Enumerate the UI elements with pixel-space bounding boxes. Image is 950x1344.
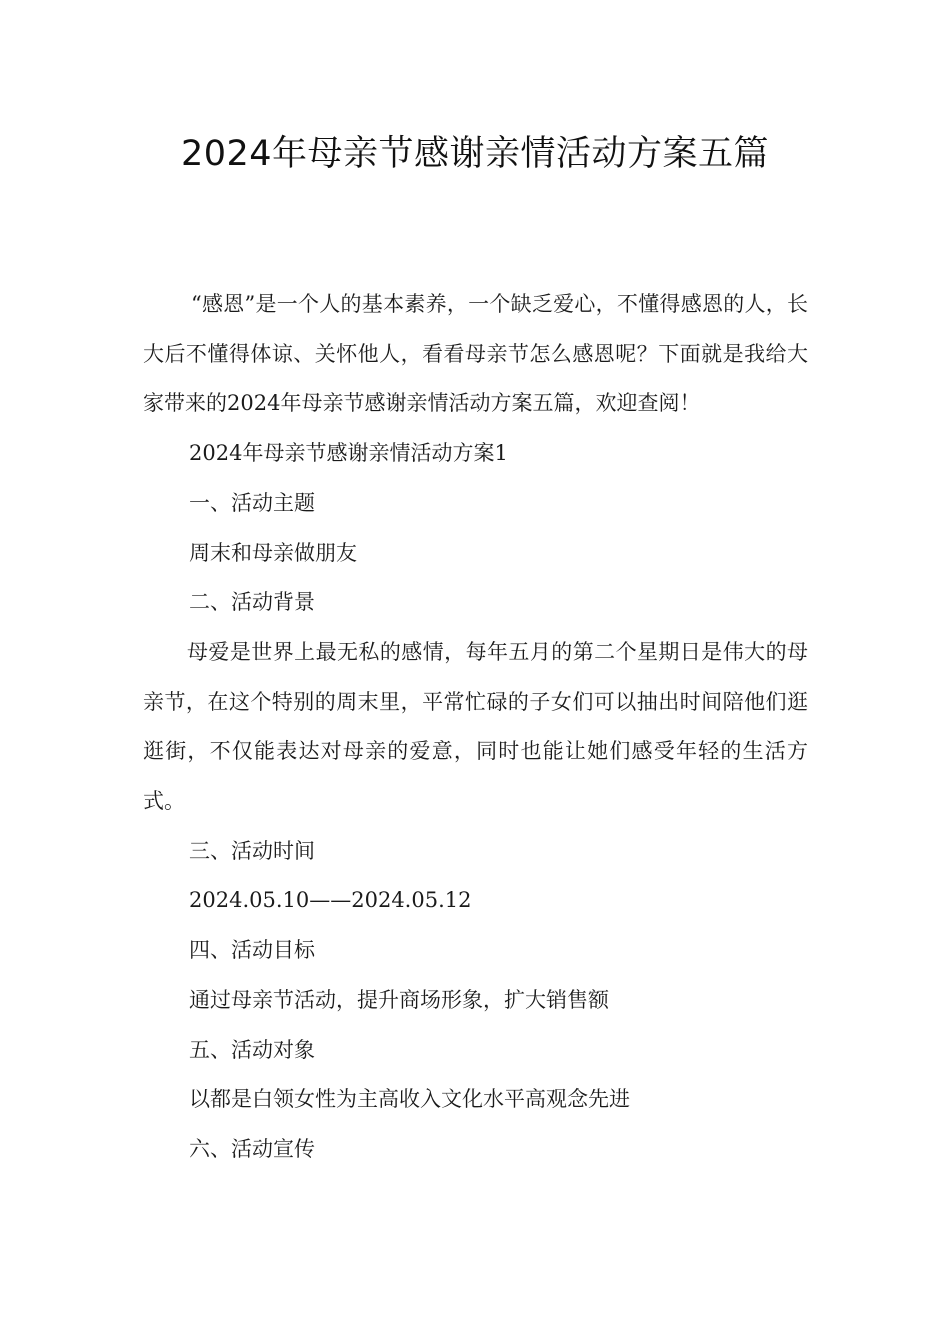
document-body xyxy=(143,280,808,1175)
section-heading-time: 三、活动时间 xyxy=(189,838,315,863)
section-text-goal: 通过母亲节活动，提升商场形象，扩大销售额 xyxy=(189,987,609,1012)
intro-paragraph: “感恩”是一个人的基本素养，一个缺乏爱心，不懂得感恩的人，长大后不懂得体谅、关怀他人，看看母亲节怎么感恩呢？下面就是我给大家带来的2024年母亲节感谢亲情活动方案五篇，欢迎查阅！ xyxy=(143,292,808,416)
section-heading-theme: 一、活动主题 xyxy=(189,490,315,515)
plan-heading: 2024年母亲节感谢亲情活动方案1 xyxy=(189,441,508,466)
section-heading-audience: 五、活动对象 xyxy=(189,1037,315,1062)
section-text-time: 2024.05.10——2024.05.12 xyxy=(189,888,472,913)
section-heading-promotion: 六、活动宣传 xyxy=(189,1136,315,1161)
section-heading-background: 二、活动背景 xyxy=(189,590,315,615)
section-text-background: 母爱是世界上最无私的感情，每年五月的第二个星期日是伟大的母亲节，在这个特别的周末里，平常忙碌的子女们可以抽出时间陪他们逛逛街，不仅能表达对母亲的爱意，同时也能让她们感受年轻的生活方式。 xyxy=(143,639,808,814)
section-heading-goal: 四、活动目标 xyxy=(189,938,315,963)
section-text-audience: 以都是白领女性为主高收入文化水平高观念先进 xyxy=(189,1087,630,1112)
document-title: 2024年母亲节感谢亲情活动方案五篇 xyxy=(180,134,770,174)
section-text-theme: 周末和母亲做朋友 xyxy=(189,540,357,565)
